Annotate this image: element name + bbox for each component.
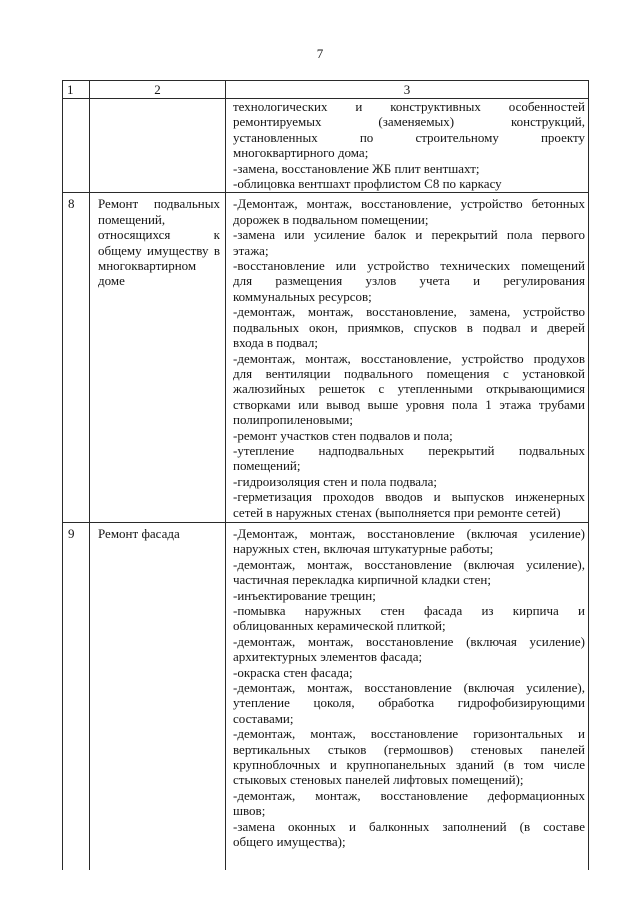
- work-item-line: -окраска стен фасада;: [233, 664, 353, 680]
- work-item: [233, 603, 585, 634]
- work-type-line: Ремонт подвальных: [98, 196, 220, 212]
- work-item: [233, 489, 585, 520]
- work-item: [233, 196, 585, 227]
- work-item: [233, 680, 585, 726]
- work-item-line: -помывка наружных стен фасада из кирпича и: [233, 603, 585, 618]
- work-list-cell: [226, 522, 589, 869]
- work-item-line: архитектурных элементов фасада;: [233, 649, 423, 665]
- work-item-line: ремонтируемых (заменяемых) конструкций,: [233, 114, 585, 130]
- page-number: 7: [316, 46, 324, 61]
- work-type-cell: [90, 99, 226, 193]
- work-item-line: полипропиленовыми;: [233, 412, 353, 428]
- work-item-line: створками или вывод выше уровня пола 1 этажа трубами: [233, 396, 585, 412]
- work-item-line: -ремонт участков стен подвалов и пола;: [233, 427, 453, 443]
- table-row: [63, 522, 589, 869]
- work-item: [233, 726, 585, 788]
- row-number-cell: [63, 193, 90, 523]
- work-item-line: утепление цоколя, обработка гидрофобизирующими: [233, 695, 585, 711]
- work-item-line: -восстановление или устройство технических помещений: [233, 258, 585, 274]
- work-item-line: помещений;: [233, 458, 301, 474]
- work-item-line: составами;: [233, 710, 294, 726]
- work-item-line: -инъектирование трещин;: [233, 587, 376, 603]
- work-item: [233, 443, 585, 474]
- work-item: [233, 304, 585, 350]
- work-item: [233, 588, 585, 603]
- work-item: [233, 428, 585, 443]
- work-item-line: этажа;: [233, 242, 269, 258]
- work-item-line: частичная перекладка кирпичной кладки стен;: [233, 572, 491, 588]
- work-item: [233, 176, 585, 191]
- work-item-line: жалюзийных решеток с утепленными открывающимися: [233, 381, 585, 397]
- work-item-line: -замена или усиление балок и перекрытий пола первого: [233, 227, 585, 243]
- work-type-cell: [90, 193, 226, 523]
- work-item: [233, 161, 585, 176]
- work-item-line: -демонтаж, монтаж, восстановление (включая усиление),: [233, 556, 585, 572]
- work-item-line: для вентиляции подвального помещения с установкой: [233, 365, 585, 381]
- work-item: [233, 227, 585, 258]
- row-number: 8: [68, 196, 75, 212]
- work-item: [233, 819, 585, 850]
- work-item-line: вертикальных стыков (гермошвов) стеновых панелей: [233, 741, 585, 757]
- work-item-line: -демонтаж, монтаж, восстановление, устройство продухов: [233, 350, 585, 366]
- work-type-line: Ремонт фасада: [98, 525, 180, 541]
- work-item-line: общего имущества);: [233, 834, 346, 850]
- work-item-line: облицованных керамической плиткой;: [233, 618, 446, 634]
- row-number: 9: [68, 525, 75, 541]
- work-item-line: -герметизация проходов вводов и выпусков инженерных: [233, 489, 585, 505]
- work-item-line: -демонтаж, монтаж, восстановление (включая усиление): [233, 633, 585, 649]
- work-item-line: -демонтаж, монтаж, восстановление деформационных: [233, 787, 585, 803]
- header-cell-work-list: 3: [226, 81, 589, 99]
- work-type-line: помещений,: [98, 211, 166, 227]
- table-header-row: [63, 81, 589, 99]
- work-list-cell: [226, 99, 589, 193]
- work-item-line: технологических и конструктивных особенностей: [233, 99, 585, 114]
- work-item-line: для размещения узлов учета и регулирования: [233, 273, 585, 289]
- work-item: [233, 258, 585, 304]
- work-item-line: сетей в наружных стенах (выполняется при ремонте сетей): [233, 504, 561, 520]
- table-row: [63, 193, 589, 523]
- work-item-line: швов;: [233, 803, 266, 819]
- table-row-continuation: [63, 99, 589, 193]
- work-item-line: наружных стен, включая штукатурные работы;: [233, 541, 494, 557]
- work-item-line: -Демонтаж, монтаж, восстановление (включая усиление): [233, 525, 585, 541]
- work-item-line: многоквартирного дома;: [233, 145, 369, 161]
- work-list-cell: [226, 193, 589, 523]
- work-item: [233, 474, 585, 489]
- work-item: [233, 788, 585, 819]
- row-number-cell: [63, 99, 90, 193]
- table-body: [63, 99, 589, 870]
- work-item-line: -демонтаж, монтаж, восстановление, замена, устройство: [233, 304, 585, 320]
- work-item-line: крупноблочных и крупнопанельных зданий (в том числе: [233, 757, 585, 773]
- header-cell-number: 1: [63, 81, 90, 99]
- work-type-line: относящихся к: [98, 227, 220, 243]
- work-item-line: установленных по строительному проекту: [233, 129, 585, 145]
- header-cell-work-type: 2: [90, 81, 226, 99]
- work-item-line: коммунальных ресурсов;: [233, 288, 372, 304]
- work-types-table: [62, 80, 589, 870]
- work-item-line: подвальных окон, приямков, спусков в подвал и дверей: [233, 319, 585, 335]
- work-item-line: -замена оконных и балконных заполнений (в составе: [233, 818, 585, 834]
- row-number-cell: [63, 522, 90, 869]
- work-item: [233, 634, 585, 665]
- work-item: [233, 99, 585, 161]
- work-type-line: многоквартирном: [98, 258, 197, 274]
- work-item-line: стыковых стеновых панелей лифтовых помещений);: [233, 772, 524, 788]
- work-item-line: -демонтаж, монтаж, восстановление горизонтальных и: [233, 726, 585, 742]
- work-type-line: общему имуществу в: [98, 242, 220, 258]
- work-item-line: -утепление надподвальных перекрытий подвальных: [233, 442, 585, 458]
- work-item-line: -замена, восстановление ЖБ плит вентшахт;: [233, 160, 480, 176]
- work-item: [233, 665, 585, 680]
- work-type-line: доме: [98, 273, 125, 289]
- work-item-line: -облицовка вентшахт профлистом С8 по каркасу: [233, 176, 502, 192]
- work-item: [233, 351, 585, 428]
- work-item: [233, 526, 585, 557]
- work-item-line: -Демонтаж, монтаж, восстановление, устройство бетонных: [233, 196, 585, 212]
- work-item-line: входа в подвал;: [233, 335, 318, 351]
- work-item-line: дорожек в подвальном помещении;: [233, 211, 429, 227]
- work-item-line: -гидроизоляция стен и пола подвала;: [233, 473, 438, 489]
- work-item-line: -демонтаж, монтаж, восстановление (включая усиление),: [233, 680, 585, 696]
- work-type-cell: [90, 522, 226, 869]
- work-item: [233, 557, 585, 588]
